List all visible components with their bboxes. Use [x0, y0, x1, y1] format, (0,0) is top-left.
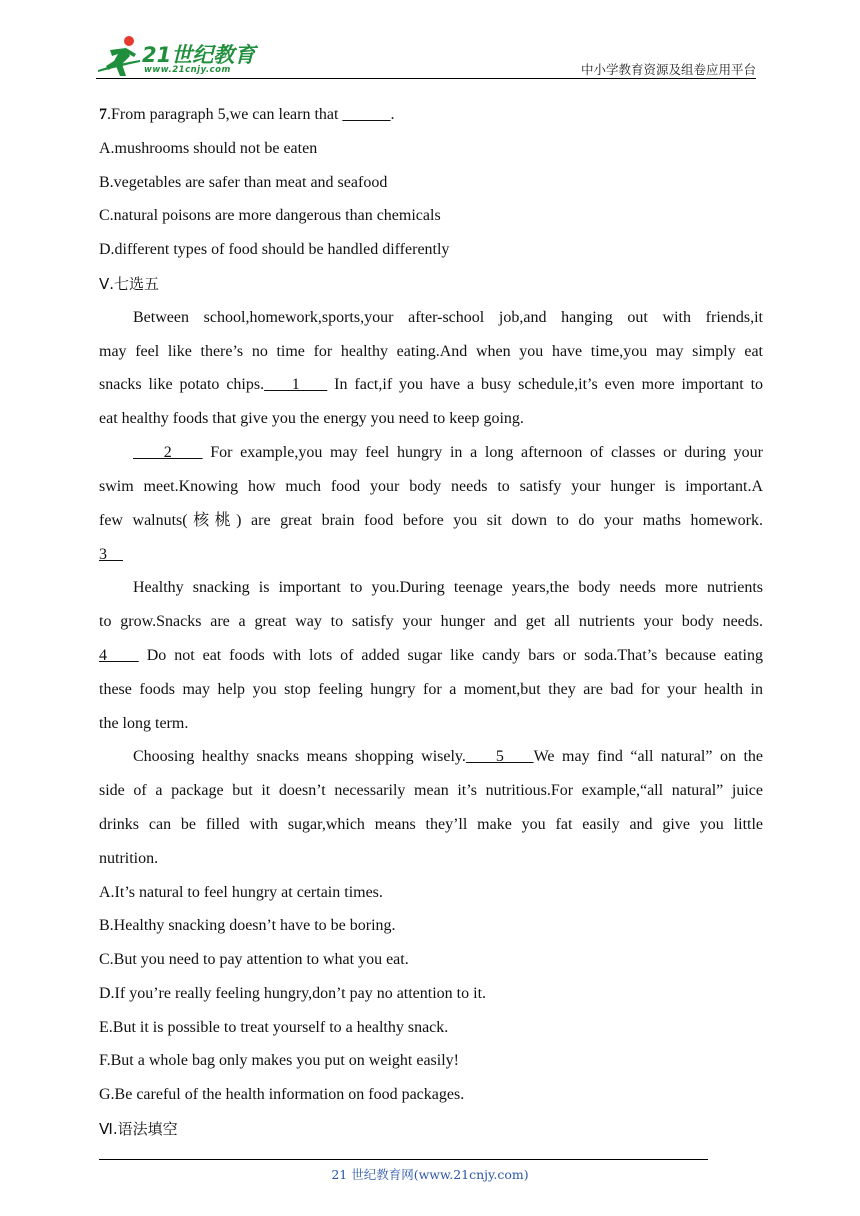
passage-line: Healthy snacking is important to you.During teenage years,the body needs more nutrients	[133, 579, 763, 596]
passage-line: swim meet.Knowing how much food your body needs to satisfy your hunger is important.A	[99, 478, 763, 495]
passage-line: eat healthy foods that give you the energy you need to keep going.	[99, 410, 524, 427]
site-logo	[96, 34, 266, 78]
runner-icon	[96, 34, 144, 78]
footer-link[interactable]: 21 世纪教育网(www.21cnjy.com)	[331, 1167, 529, 1182]
platform-tagline: 中小学教育资源及组卷应用平台	[580, 62, 756, 77]
logo-name: 21世纪教育	[142, 43, 256, 67]
logo-url: www.21cnjy.com	[144, 65, 231, 75]
option-a: A.mushrooms should not be eaten	[99, 140, 318, 157]
passage-line	[99, 544, 763, 566]
passage-line: may feel like there’s no time for healthy eating.And when you have time,you may simply eat	[99, 343, 763, 360]
choice-f: F.But a whole bag only makes you put on weight easily!	[99, 1052, 459, 1069]
choice-g: G.Be careful of the health information on food packages.	[99, 1086, 465, 1103]
passage-line: snacks like potato chips. 1 In fact,if you have a busy schedule,it’s even more important to	[99, 376, 764, 393]
option-b: B.vegetables are safer than meat and seafood	[99, 174, 388, 191]
blank-5: 5	[465, 748, 534, 765]
question-number: 7	[99, 106, 107, 123]
passage-line: nutrition.	[99, 850, 159, 867]
option-c: C.natural poisons are more dangerous than chemicals	[99, 207, 441, 224]
passage-line: Between school,homework,sports,your after-school job,and hanging out with friends,it	[133, 309, 763, 326]
question-end: .	[390, 106, 395, 123]
footer-divider	[99, 1159, 708, 1160]
choice-b: B.Healthy snacking doesn’t have to be boring.	[99, 917, 396, 934]
passage-line: these foods may help you stop feeling hungry for a moment,but they are bad for your health in	[99, 681, 763, 698]
question-text: .From paragraph 5,we can learn that	[107, 106, 343, 123]
passage-line: drinks can be filled with sugar,which means they’ll make you fat easily and give you little	[99, 816, 763, 833]
choice-d: D.If you’re really feeling hungry,don’t pay no attention to it.	[99, 985, 487, 1002]
section-5-title: Ⅴ.七选五	[99, 275, 160, 293]
blank-4: 4	[99, 647, 139, 664]
blank-3: 3	[99, 546, 123, 563]
page-header	[96, 34, 756, 78]
passage-line: to grow.Snacks are a great way to satisfy your hunger and get all nutrients your body needs.	[99, 613, 763, 630]
passage-line: 2 For example,you may feel hungry in a long afternoon of classes or during your	[133, 444, 763, 461]
answer-blank: ______	[342, 106, 391, 123]
option-d: D.different types of food should be handled differently	[99, 241, 450, 258]
blank-2: 2	[133, 444, 203, 461]
blank-1: 1	[264, 376, 328, 393]
passage-line: 4 Do not eat foods with lots of added sugar like candy bars or soda.That’s because eating	[99, 647, 763, 664]
choice-e: E.But it is possible to treat yourself to a healthy snack.	[99, 1019, 449, 1036]
header-divider	[96, 78, 756, 79]
section-6-title: Ⅵ.语法填空	[99, 1120, 178, 1138]
passage-line: Choosing healthy snacks means shopping wisely. 5 We may find “all natural” on the	[133, 748, 763, 765]
choice-a: A.It’s natural to feel hungry at certain times.	[99, 884, 383, 901]
passage-line: few walnuts(核桃) are great brain food before you sit down to do your maths homework.	[99, 512, 763, 529]
passage-line: the long term.	[99, 715, 189, 732]
choice-c: C.But you need to pay attention to what you eat.	[99, 951, 409, 968]
passage-line: side of a package but it doesn’t necessarily mean it’s nutritious.For example,“all natural” juice	[99, 782, 763, 799]
question-7-stem	[99, 104, 763, 126]
